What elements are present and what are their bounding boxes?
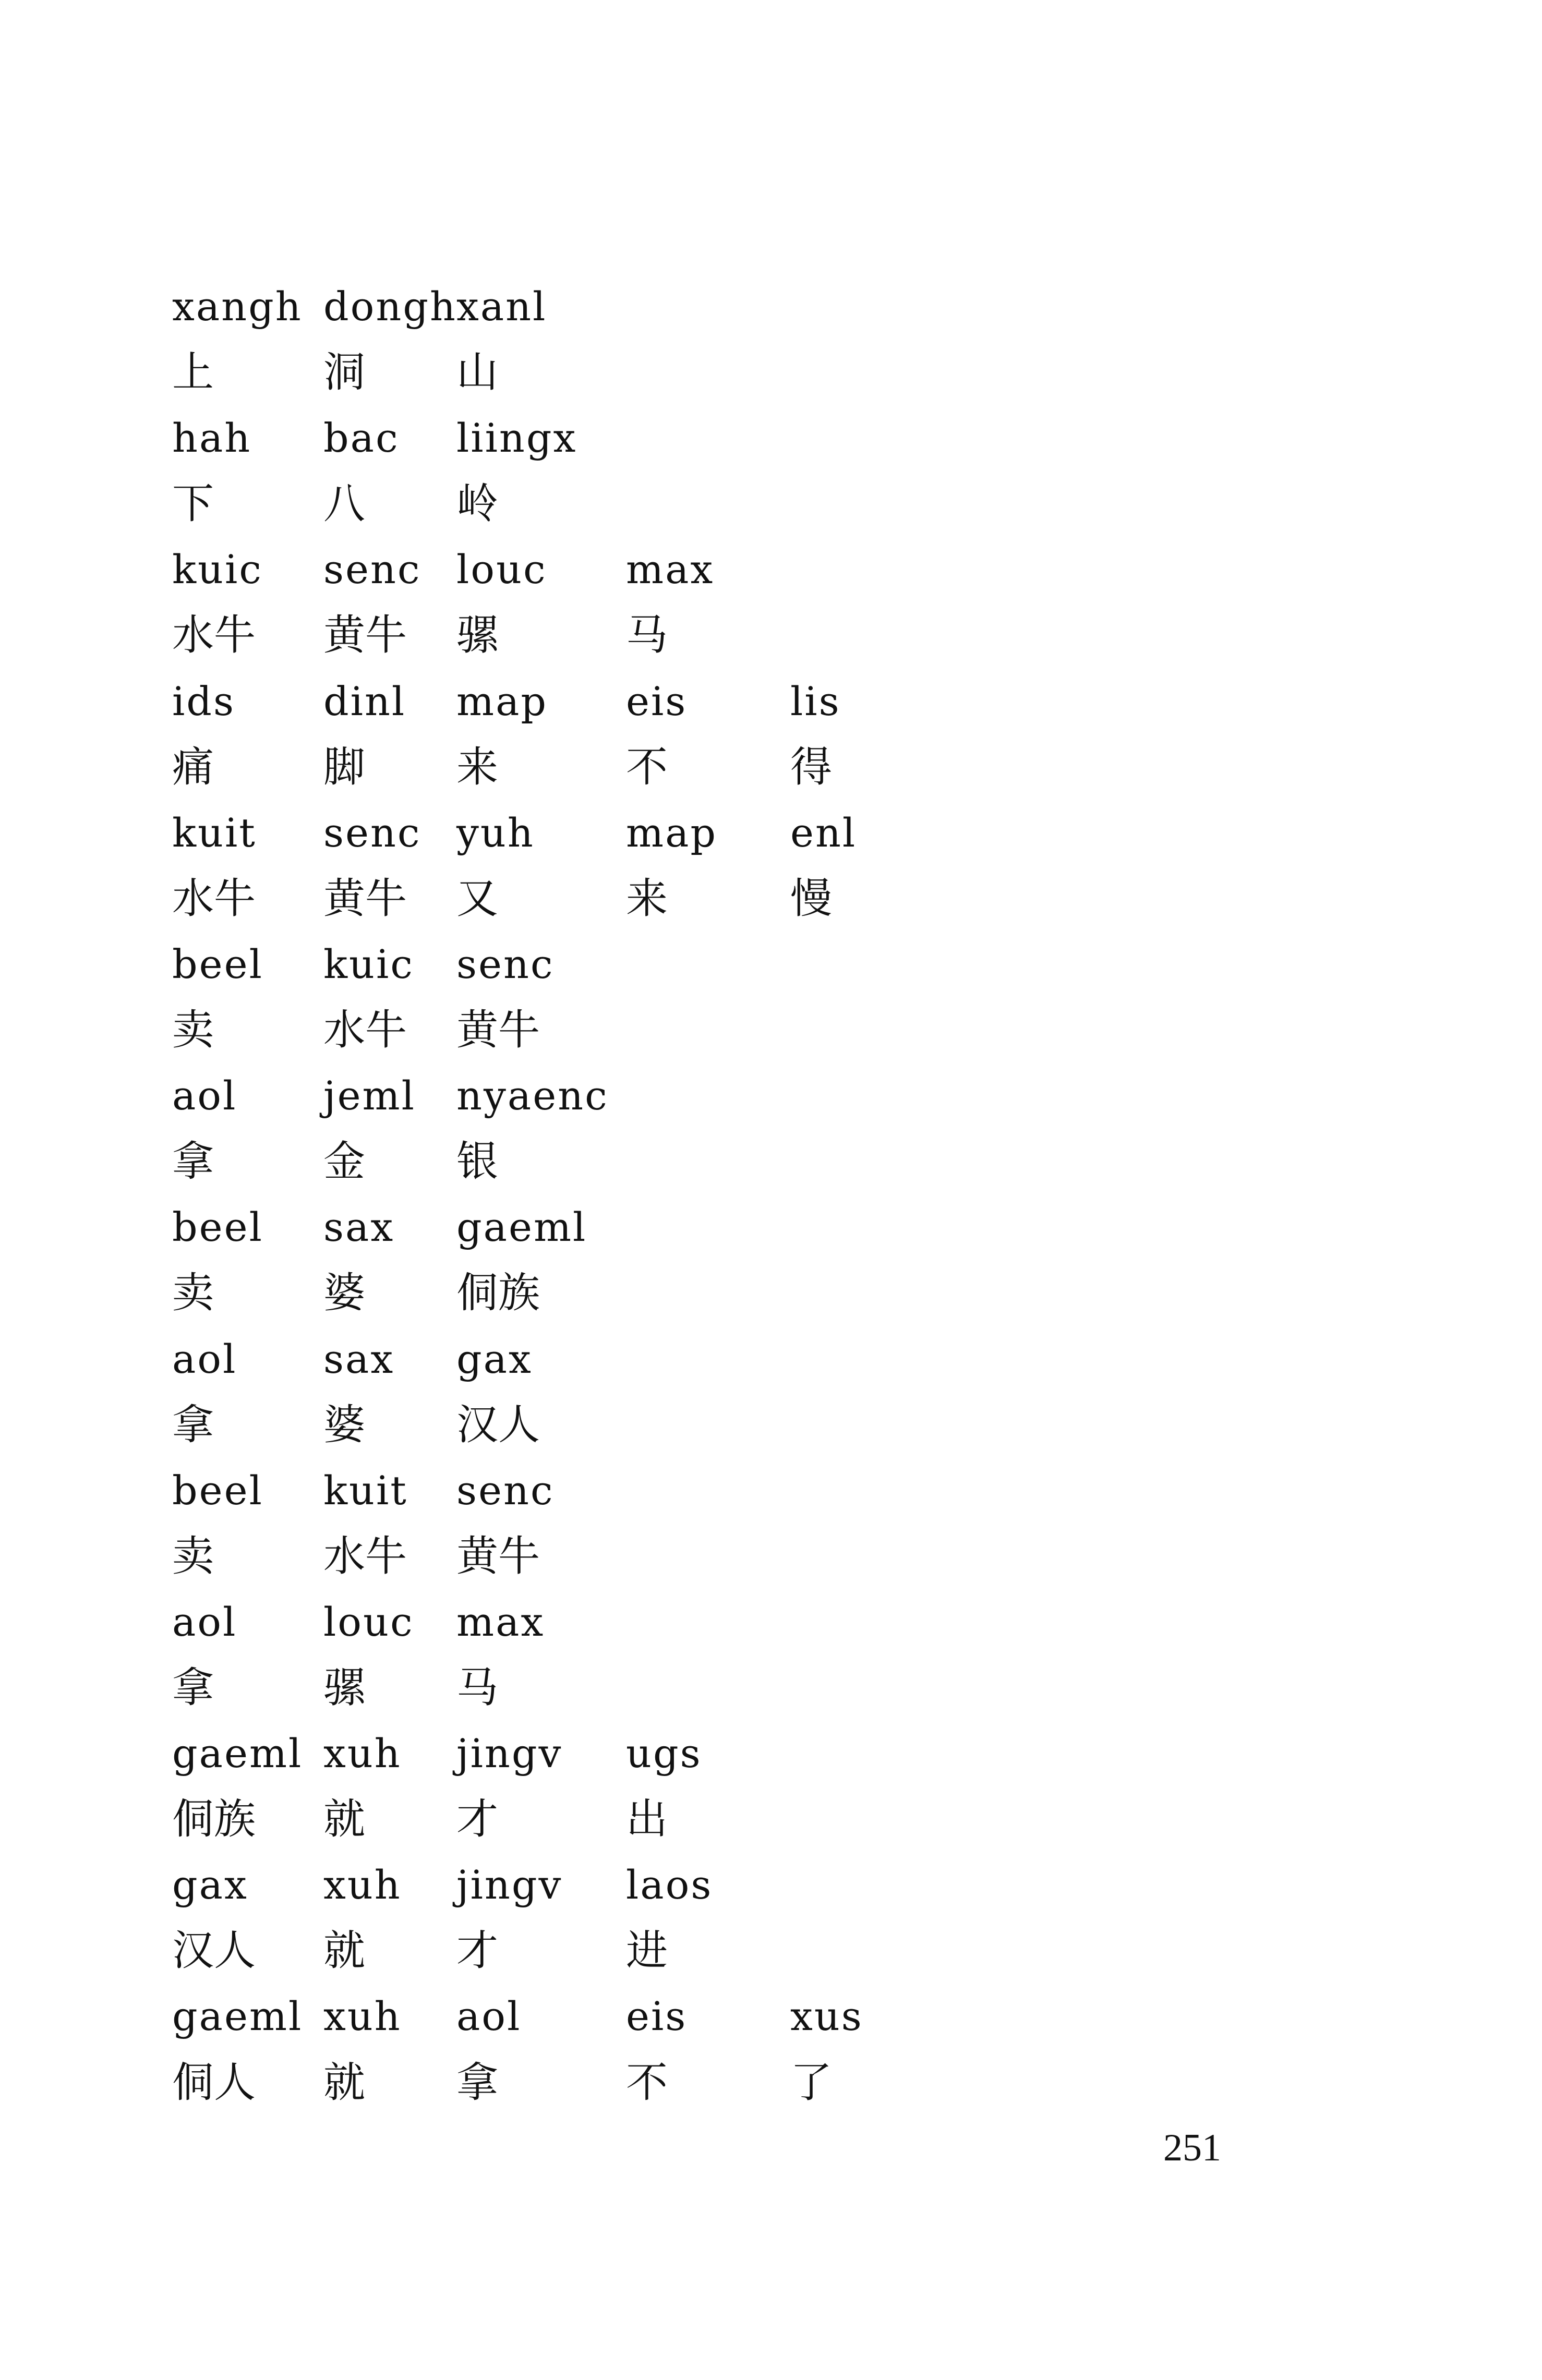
chinese-gloss: 马 xyxy=(626,611,668,660)
romanized-word: gaeml xyxy=(172,1993,303,2040)
romanized-word: gaeml xyxy=(456,1204,587,1251)
romanized-word: kuit xyxy=(323,1467,408,1514)
chinese-gloss: 上 xyxy=(172,348,214,397)
chinese-gloss: 侗族 xyxy=(172,1795,256,1844)
chinese-gloss: 金 xyxy=(323,1137,365,1186)
chinese-gloss: 黄牛 xyxy=(456,1006,540,1055)
romanized-word: xuh xyxy=(323,1730,402,1777)
romanized-word: beel xyxy=(172,940,263,987)
chinese-gloss: 才 xyxy=(456,1926,498,1975)
chinese-gloss: 就 xyxy=(323,2058,365,2107)
romanized-word: max xyxy=(626,546,715,593)
chinese-gloss: 骡 xyxy=(456,611,498,660)
romanized-word: ids xyxy=(172,678,235,724)
romanized-word: aol xyxy=(172,1598,237,1645)
romanized-word: aol xyxy=(172,1072,237,1119)
romanized-word: senc xyxy=(323,546,421,593)
chinese-gloss: 脚 xyxy=(323,742,365,791)
chinese-gloss: 得 xyxy=(790,742,832,791)
chinese-gloss: 才 xyxy=(456,1795,498,1844)
chinese-gloss: 山 xyxy=(456,348,498,397)
chinese-gloss: 岭 xyxy=(456,479,498,528)
romanized-word: nyaenc xyxy=(456,1072,609,1119)
romanized-word: gaeml xyxy=(172,1730,303,1777)
romanized-word: sax xyxy=(323,1204,395,1251)
chinese-gloss: 卖 xyxy=(172,1006,214,1055)
romanized-word: laos xyxy=(626,1862,713,1908)
chinese-gloss: 就 xyxy=(323,1795,365,1844)
chinese-gloss: 不 xyxy=(626,742,668,791)
chinese-gloss: 黄牛 xyxy=(323,611,407,660)
romanized-word: lis xyxy=(790,678,841,724)
romanized-word: sax xyxy=(323,1335,395,1382)
chinese-gloss: 拿 xyxy=(456,2058,498,2107)
chinese-gloss: 骡 xyxy=(323,1663,365,1712)
chinese-gloss: 侗人 xyxy=(172,2058,256,2107)
chinese-gloss: 出 xyxy=(626,1795,668,1844)
romanized-word: dongh xyxy=(323,283,457,330)
chinese-gloss: 来 xyxy=(456,742,498,791)
romanized-word: yuh xyxy=(456,809,535,856)
chinese-gloss: 婆 xyxy=(323,1268,365,1318)
romanized-word: senc xyxy=(323,809,421,856)
chinese-gloss: 水牛 xyxy=(172,874,256,923)
romanized-word: bac xyxy=(323,415,400,462)
romanized-word: dinl xyxy=(323,678,406,724)
romanized-word: map xyxy=(456,678,548,724)
chinese-gloss: 水牛 xyxy=(323,1531,407,1580)
romanized-word: map xyxy=(626,809,718,856)
chinese-gloss: 来 xyxy=(626,874,668,923)
chinese-gloss: 拿 xyxy=(172,1137,214,1186)
chinese-gloss: 洞 xyxy=(323,348,365,397)
chinese-gloss: 水牛 xyxy=(172,611,256,660)
romanized-word: xuh xyxy=(323,1862,402,1908)
chinese-gloss: 不 xyxy=(626,2058,668,2107)
romanized-word: senc xyxy=(456,940,555,987)
romanized-word: kuic xyxy=(172,546,263,593)
chinese-gloss: 又 xyxy=(456,874,498,923)
romanized-word: xus xyxy=(790,1993,863,2040)
page-number: 251 xyxy=(1163,2127,1221,2169)
chinese-gloss: 慢 xyxy=(790,874,832,923)
romanized-word: louc xyxy=(323,1598,414,1645)
chinese-gloss: 黄牛 xyxy=(456,1531,540,1580)
romanized-word: xangh xyxy=(172,283,303,330)
chinese-gloss: 卖 xyxy=(172,1268,214,1318)
romanized-word: gax xyxy=(172,1862,248,1908)
chinese-gloss: 痛 xyxy=(172,742,214,791)
romanized-word: beel xyxy=(172,1204,263,1251)
romanized-word: liingx xyxy=(456,415,577,462)
romanized-word: louc xyxy=(456,546,547,593)
chinese-gloss: 黄牛 xyxy=(323,874,407,923)
romanized-word: eis xyxy=(626,1993,688,2040)
romanized-word: jingv xyxy=(456,1730,563,1777)
chinese-gloss: 汉人 xyxy=(456,1400,540,1449)
chinese-gloss: 了 xyxy=(790,2058,832,2107)
romanized-word: gax xyxy=(456,1335,533,1382)
chinese-gloss: 八 xyxy=(323,479,365,528)
romanized-word: enl xyxy=(790,809,857,856)
romanized-word: jingv xyxy=(456,1862,563,1908)
romanized-word: xuh xyxy=(323,1993,402,2040)
romanized-word: beel xyxy=(172,1467,263,1514)
chinese-gloss: 水牛 xyxy=(323,1006,407,1055)
romanized-word: kuit xyxy=(172,809,257,856)
romanized-word: ugs xyxy=(626,1730,702,1777)
romanized-word: senc xyxy=(456,1467,555,1514)
chinese-gloss: 马 xyxy=(456,1663,498,1712)
romanized-word: xanl xyxy=(456,283,547,330)
romanized-word: aol xyxy=(456,1993,522,2040)
chinese-gloss: 银 xyxy=(456,1137,498,1186)
chinese-gloss: 汉人 xyxy=(172,1926,256,1975)
chinese-gloss: 卖 xyxy=(172,1531,214,1580)
romanized-word: hah xyxy=(172,415,252,462)
chinese-gloss: 拿 xyxy=(172,1663,214,1712)
chinese-gloss: 进 xyxy=(626,1926,668,1975)
chinese-gloss: 拿 xyxy=(172,1400,214,1449)
romanized-word: jeml xyxy=(323,1072,416,1119)
romanized-word: aol xyxy=(172,1335,237,1382)
chinese-gloss: 就 xyxy=(323,1926,365,1975)
chinese-gloss: 下 xyxy=(172,479,214,528)
chinese-gloss: 侗族 xyxy=(456,1268,540,1318)
chinese-gloss: 婆 xyxy=(323,1400,365,1449)
romanized-word: eis xyxy=(626,678,688,724)
romanized-word: kuic xyxy=(323,940,414,987)
romanized-word: max xyxy=(456,1598,545,1645)
